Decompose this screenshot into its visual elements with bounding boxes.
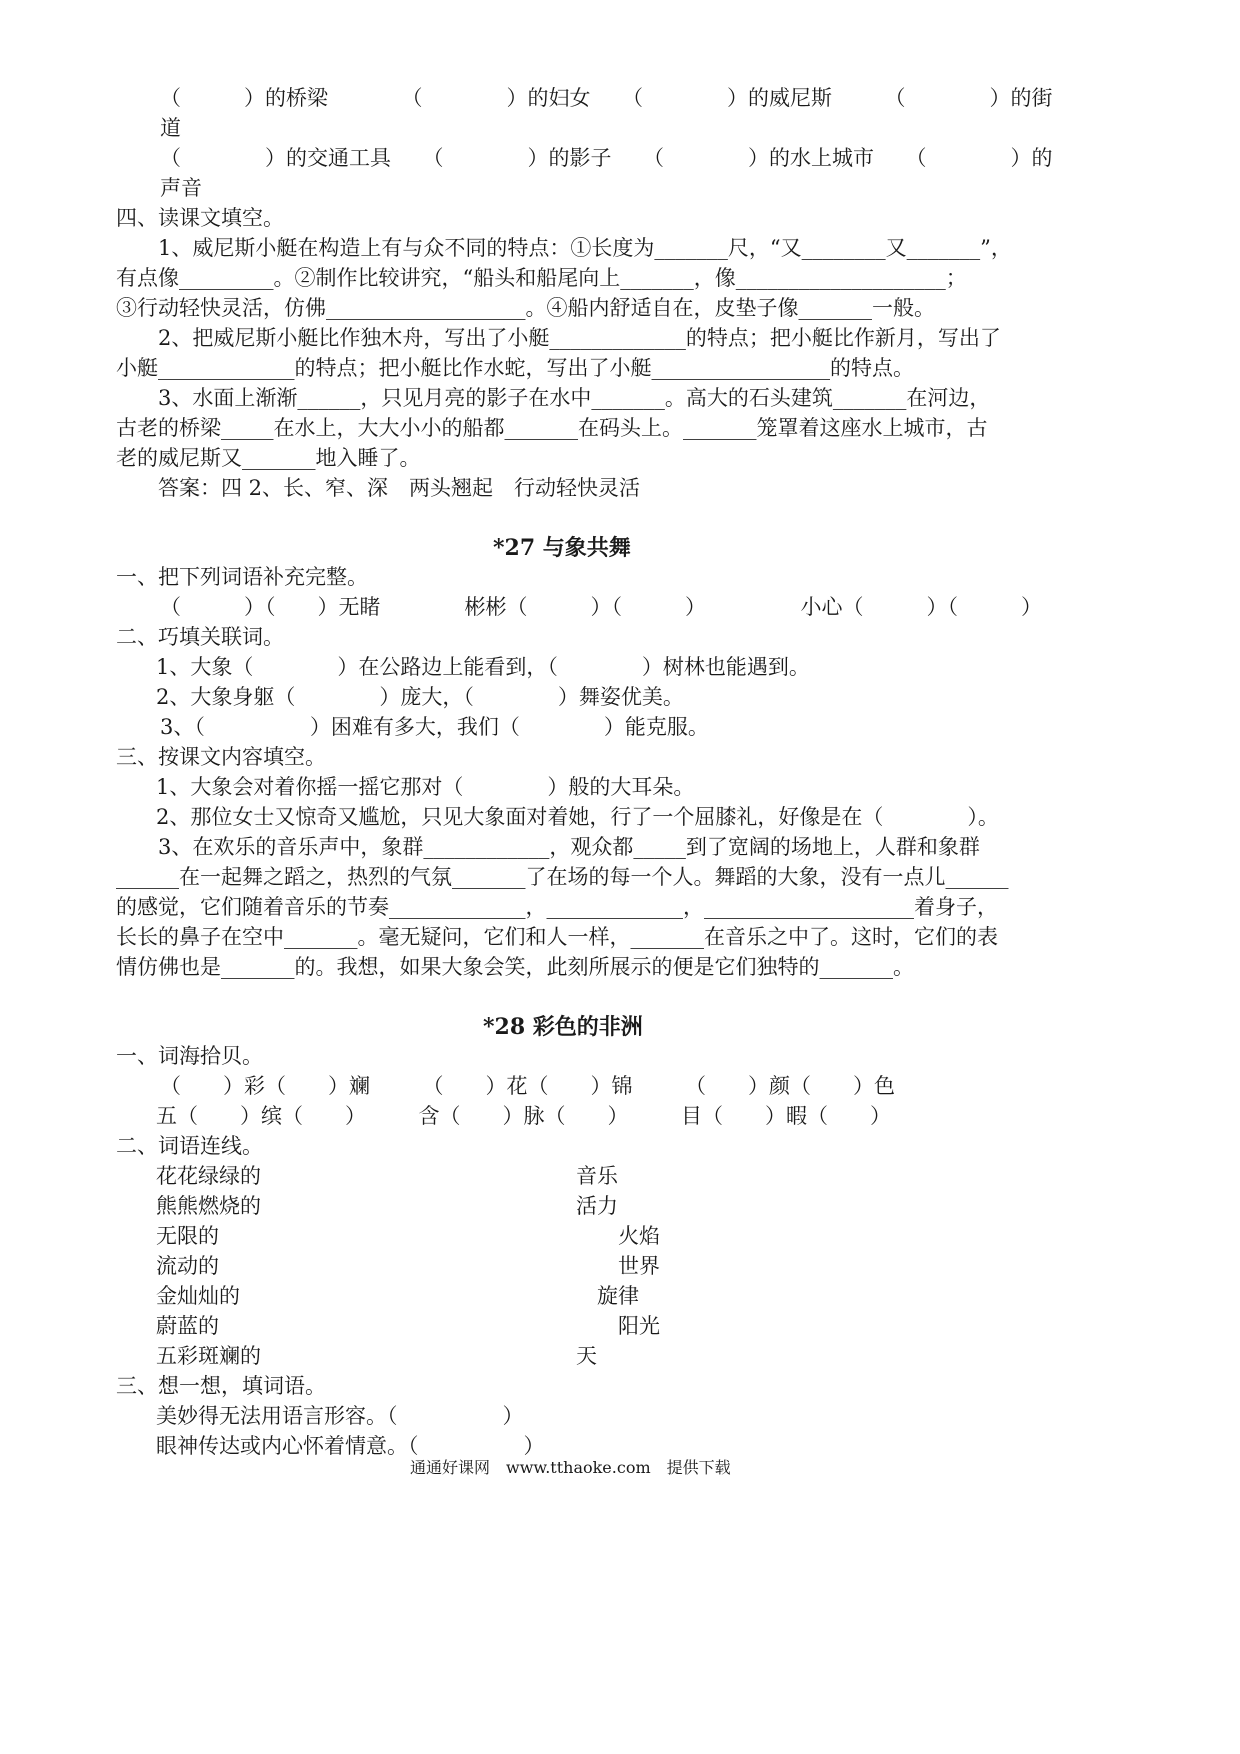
s27-word-row: （ ）（ ）无睹 彬彬（ ）（ ） 小心（ ）（ ） — [160, 595, 1042, 619]
answer-line: 答案：四 2、长、窄、深 两头翘起 行动轻快灵活 — [116, 476, 641, 500]
match-left-item: 蔚蓝的 — [156, 1314, 219, 1338]
s27-fill-3-line-2: ______在一起舞之蹈之，热烈的气氛_______了在场的每一个人。舞蹈的大象，没有一点儿______ — [116, 865, 1009, 889]
s27-fill-1: 1、大象会对着你摇一摇它那对（ ）般的大耳朵。 — [156, 775, 695, 799]
s28-heading-2: 二、词语连线。 — [116, 1134, 263, 1158]
question-2-line-2: 小艇_____________的特点；把小艇比作水蛇，写出了小艇_________________的特点。 — [116, 356, 914, 380]
s27-fill-2: 2、那位女士又惊奇又尴尬，只见大象面对着她，行了一个屈膝礼，好像是在（ ）。 — [156, 805, 999, 829]
s27-conj-3: 3、（ ）困难有多大，我们（ ）能克服。 — [160, 715, 709, 739]
question-3-line-2: 古老的桥梁_____在水上，大大小小的船都_______在码头上。_______笼罩着这座水上城市，古 — [116, 416, 988, 440]
s27-conj-1: 1、大象（ ）在公路边上能看到，（ ）树林也能遇到。 — [156, 655, 810, 679]
s28-word-row-1: （ ）彩（ ）斓 （ ）花（ ）锦 （ ）颜（ ）色 — [160, 1074, 895, 1098]
match-right-item: 音乐 — [576, 1164, 618, 1188]
match-right-item: 阳光 — [618, 1314, 660, 1338]
match-left-item: 金灿灿的 — [156, 1284, 240, 1308]
s27-fill-3-line-1: 3、在欢乐的音乐声中，象群____________，观众都_____到了宽阔的场地上，人群和象群 — [116, 835, 980, 859]
match-left-item: 花花绿绿的 — [156, 1164, 261, 1188]
s27-fill-3-line-5: 情仿佛也是_______的。我想，如果大象会笑，此刻所展示的便是它们独特的_______。 — [116, 955, 914, 979]
question-2-line-1: 2、把威尼斯小艇比作独木舟，写出了小艇_____________的特点；把小艇比作新月，写出了 — [116, 326, 1001, 350]
question-1-line-1: 1、威尼斯小艇在构造上有与众不同的特点：①长度为_______尺，“又________又_______”， — [116, 236, 1012, 260]
s28-think-2: 眼神传达或内心怀着情意。（ ） — [156, 1434, 545, 1458]
s27-heading-3: 三、按课文内容填空。 — [116, 745, 326, 769]
match-left-item: 无限的 — [156, 1224, 219, 1248]
lesson-28-title: *28 彩色的非洲 — [483, 1014, 643, 1040]
blank-row-2: （ ）的交通工具 （ ）的影子 （ ）的水上城市 （ ）的 — [160, 146, 1053, 170]
lesson-27-title: *27 与象共舞 — [493, 535, 631, 561]
match-left-item: 流动的 — [156, 1254, 219, 1278]
match-right-item: 活力 — [576, 1194, 618, 1218]
question-1-line-3: ③行动轻快灵活，仿佛___________________。④船内舒适自在，皮垫子像_______一般。 — [116, 296, 935, 320]
match-right-item: 火焰 — [618, 1224, 660, 1248]
s28-word-row-2: 五（ ）缤（ ） 含（ ）脉（ ） 目（ ）暇（ ） — [156, 1104, 891, 1128]
page-footer: 通通好课网 www.tthaoke.com 提供下载 — [410, 1458, 731, 1477]
question-1-line-2: 有点像_________。②制作比较讲究，“船头和船尾向上_______，像____________________； — [116, 266, 967, 290]
match-right-item: 世界 — [618, 1254, 660, 1278]
blank-row-2-wrap: 声音 — [160, 176, 202, 200]
s27-fill-3-line-4: 长长的鼻子在空中_______。毫无疑问，它们和人一样，_______在音乐之中了。这时，它们的表 — [116, 925, 998, 949]
s28-heading-1: 一、词海拾贝。 — [116, 1044, 263, 1068]
s27-fill-3-line-3: 的感觉，它们随着音乐的节奏_____________，_____________，____________________着身子， — [116, 895, 998, 919]
question-3-line-1: 3、水面上渐渐______，只见月亮的影子在水中_______。高大的石头建筑_______在河边， — [116, 386, 991, 410]
question-3-line-3: 老的威尼斯又_______地入睡了。 — [116, 446, 421, 470]
s28-think-1: 美妙得无法用语言形容。（ ） — [156, 1404, 524, 1428]
match-left-item: 五彩斑斓的 — [156, 1344, 261, 1368]
match-right-item: 天 — [576, 1344, 597, 1368]
s27-heading-2: 二、巧填关联词。 — [116, 625, 284, 649]
s27-conj-2: 2、大象身躯（ ）庞大，（ ）舞姿优美。 — [156, 685, 684, 709]
section-heading-4: 四、读课文填空。 — [116, 206, 284, 230]
blank-row-1: （ ）的桥梁 （ ）的妇女 （ ）的威尼斯 （ ）的街 — [160, 86, 1053, 110]
blank-row-1-wrap: 道 — [160, 116, 181, 140]
match-right-item: 旋律 — [597, 1284, 639, 1308]
match-left-item: 熊熊燃烧的 — [156, 1194, 261, 1218]
s27-heading-1: 一、把下列词语补充完整。 — [116, 565, 368, 589]
s28-heading-3: 三、想一想，填词语。 — [116, 1374, 326, 1398]
